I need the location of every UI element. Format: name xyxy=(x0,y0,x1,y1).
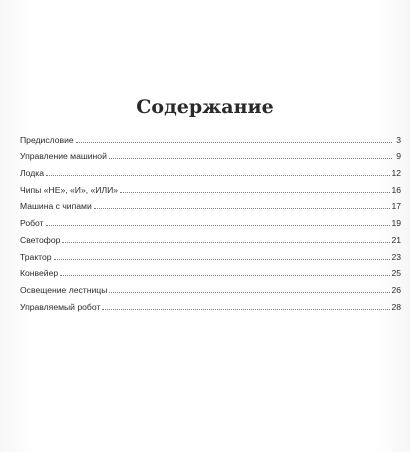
toc-page-number: 9 xyxy=(396,151,401,162)
toc-page-number: 23 xyxy=(391,251,401,262)
toc-entry xyxy=(20,178,401,195)
toc-entry xyxy=(20,262,401,279)
toc-entry-title: Предисловие xyxy=(20,134,74,145)
toc-entry-title: Робот xyxy=(20,218,44,229)
dot-leader xyxy=(102,308,390,310)
toc-entry-title: Трактор xyxy=(20,251,52,262)
table-of-contents xyxy=(20,128,401,312)
dot-leader xyxy=(46,174,390,176)
dot-leader xyxy=(109,291,390,293)
toc-page-number: 28 xyxy=(391,301,401,312)
toc-page-number: 3 xyxy=(396,134,401,145)
toc-entry-title: Чипы «НЕ», «И», «ИЛИ» xyxy=(20,184,119,195)
toc-entry xyxy=(20,195,401,212)
toc-entry xyxy=(20,278,401,295)
toc-entry xyxy=(20,211,401,228)
dot-leader xyxy=(60,274,390,276)
toc-page-number: 17 xyxy=(391,201,401,212)
toc-entry xyxy=(20,245,401,262)
toc-entry-title: Светофор xyxy=(20,234,61,245)
toc-entry xyxy=(20,128,401,145)
toc-page-number: 25 xyxy=(391,268,401,279)
toc-page-number: 26 xyxy=(391,284,401,295)
toc-entry-title: Освещение лестницы xyxy=(20,284,108,295)
toc-entry-title: Конвейер xyxy=(20,268,59,279)
toc-page-number: 12 xyxy=(391,168,401,179)
toc-entry-title: Машина с чипами xyxy=(20,201,92,212)
dot-leader xyxy=(109,157,392,159)
dot-leader xyxy=(54,258,391,260)
toc-page-number: 19 xyxy=(391,218,401,229)
toc-entry-title: Управление машиной xyxy=(20,151,107,162)
dot-leader xyxy=(76,141,392,143)
toc-entry xyxy=(20,295,401,312)
toc-entry-title: Управляемый робот xyxy=(20,301,101,312)
toc-entry xyxy=(20,161,401,178)
dot-leader xyxy=(94,207,391,209)
page-title: Содержание xyxy=(136,96,274,118)
dot-leader xyxy=(62,241,390,243)
toc-entry xyxy=(20,228,401,245)
toc-page-number: 21 xyxy=(391,234,401,245)
dot-leader xyxy=(120,191,390,193)
toc-entry xyxy=(20,145,401,162)
dot-leader xyxy=(46,224,391,226)
toc-page-number: 16 xyxy=(391,184,401,195)
toc-entry-title: Лодка xyxy=(20,168,44,179)
